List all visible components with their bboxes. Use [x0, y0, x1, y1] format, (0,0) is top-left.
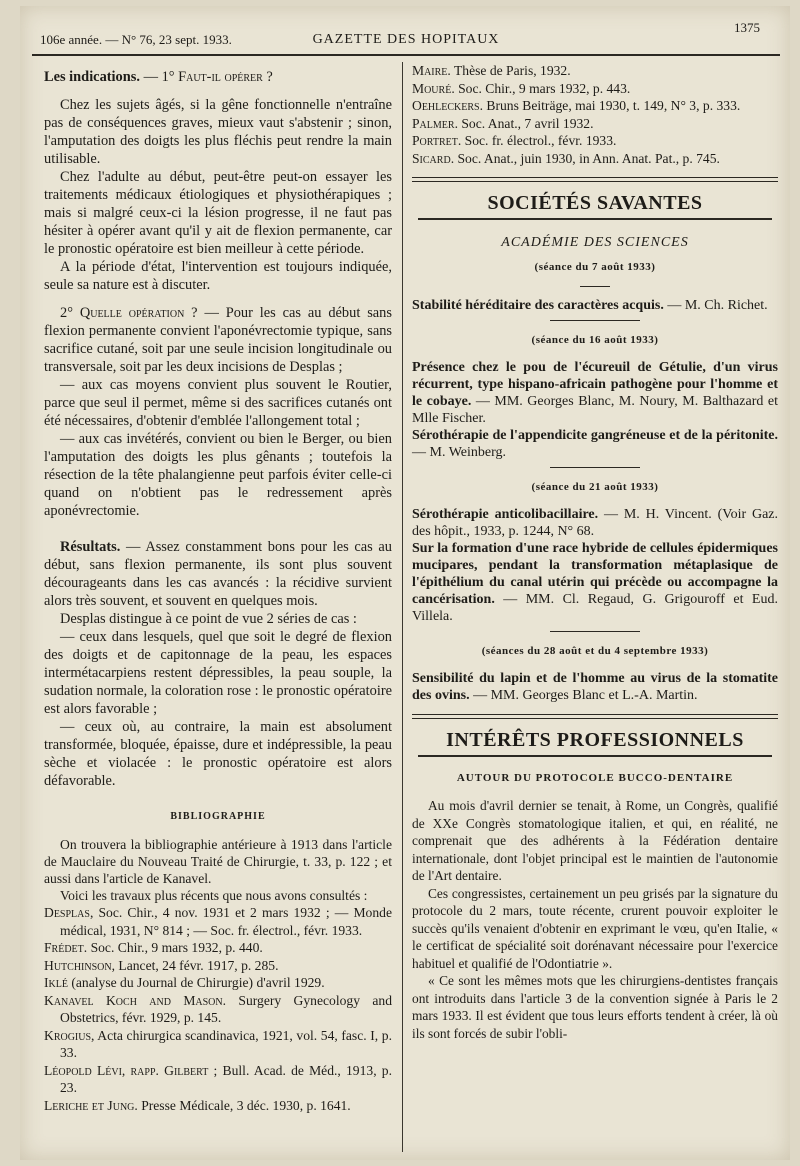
protocole-heading: AUTOUR DU PROTOCOLE BUCCO-DENTAIRE [456, 772, 734, 784]
reference: Desplas, Soc. Chir., 4 nov. 1931 et 2 mars 1932 ; — Monde médical, 1931, N° 814 ; — Soc. fr. électrol., févr. 1933. [44, 905, 392, 938]
paragraph: Desplas distingue à ce point de vue 2 séries de cas : [60, 611, 357, 627]
reference: Léopold Lévi, rapp. Gilbert ; Bull. Acad. de Méd., 1913, p. 23. [44, 1062, 392, 1095]
paragraph: Ces congressistes, certainement un peu grisés par la signature du protocole du 2 mars, toute récente, crurent pouvoir exploiter le succès qu'ils venaient d'obtenir en exprimant le vœu, qu'en Italie, « le certificat de spécialité soit dorénavant nécessaire pour l'exercice habituel et qualifié de l'Odontiatrie ». [412, 885, 778, 971]
paragraph: Au mois d'avril dernier se tenait, à Rome, un Congrès, qualifié de XXe Congrès stomatologique italien, et qui, en réalité, ne comprenait que des adhérents à la Fédération dentaire internationale, dont l'objet principal est le maintien de l'autonomie de l'Art dentaire. [412, 798, 778, 883]
seance-date: (séance du 21 août 1933) [531, 481, 659, 493]
societes-heading: SOCIÉTÉS SAVANTES [487, 192, 703, 214]
seance-date: (séances du 28 août et du 4 septembre 1933) [481, 645, 709, 657]
reference: Sicard. Soc. Anat., juin 1930, in Ann. Anat. Pat., p. 745. [412, 150, 720, 166]
paragraph: — ceux dans lesquels, quel que soit le degré de flexion des doigts et de capitonnage de la peau, les espaces intermétacarpiens restent dépressibles, la peau souple, la sudation normale, la coloration rose : le pronostic opératoire est alors favorable ; [44, 629, 392, 717]
results-paragraph [44, 538, 392, 610]
right-column [412, 62, 778, 1042]
paragraph: A la période d'état, l'intervention est toujours indiquée, seule sa nature est à discuter. [44, 259, 392, 293]
left-column [44, 68, 392, 1114]
page-header [32, 20, 780, 56]
page-number: 1375 [734, 20, 760, 35]
reference: Maire. Thèse de Paris, 1932. [412, 63, 571, 78]
reference: Kanavel Koch and Mason. Surgery Gynecology and Obstetrics, févr. 1929, p. 145. [44, 992, 392, 1025]
reference-list [44, 904, 392, 1114]
results-title: Résultats. [60, 539, 121, 555]
academie-heading: ACADÉMIE DES SCIENCES [501, 235, 689, 250]
reference: Palmer. Soc. Anat., 7 avril 1932. [412, 115, 594, 131]
communication: Stabilité héréditaire des caractères acquis. — M. Ch. Richet. [412, 298, 768, 313]
paragraph: Voici les travaux plus récents que nous avons consultés : [60, 888, 368, 903]
reference: Hutchinson, Lancet, 24 févr. 1917, p. 285. [44, 957, 279, 973]
communication: Sensibilité du lapin et de l'homme au virus de la stomatite des ovins. — MM. Georges Blanc et L.-A. Martin. [412, 671, 778, 703]
bibliography-heading: BIBLIOGRAPHIE [170, 811, 266, 822]
article-body [412, 797, 778, 1042]
issue-info: 106e année. — N° 76, 23 sept. 1933. [40, 32, 232, 47]
section-rule [418, 218, 772, 220]
publication-title: GAZETTE DES HOPITAUX [312, 32, 500, 47]
reference-list-continued [412, 62, 778, 167]
reference: Leriche et Jung. Presse Médicale, 3 déc. 1930, p. 1641. [44, 1097, 351, 1113]
paragraph: Chez les sujets âgés, si la gêne fonctionnelle n'entraîne pas de conséquences graves, mieux vaut s'abstenir ; sinon, l'amputation des doigts les plus fléchis peut rendre la main utilisable. [44, 97, 392, 167]
section-rule [412, 714, 778, 719]
operation-heading: 2° Quelle opération ? [60, 305, 198, 321]
paragraph: « Ce sont les mêmes mots que les chirurgiens-dentistes français ont introduits dans l'article 3 de la convention signée à Paris le 2 mars 1933. Il est évident que tous leurs efforts tendent à créer, là où ils sont forcés de subir l'obli- [412, 973, 778, 1041]
operation-paragraph [44, 304, 392, 376]
communication: Sérothérapie de l'appendicite gangréneuse et de la péritonite. — M. Weinberg. [412, 428, 778, 460]
section-rule [412, 177, 778, 182]
results-text: — Assez constamment bons pour les cas au début, sans flexion permanente, ils sont plus souvent décourageants dans les cas avancés : la récidive survient alors très souvent, et souvent en quelques mois. [44, 539, 392, 609]
reference: Iklé (analyse du Journal de Chirurgie) d'avril 1929. [44, 975, 325, 990]
paragraph: On trouvera la bibliographie antérieure à 1913 dans l'article de Mauclaire du Nouveau Traité de Chirurgie, t. 33, p. 122 ; et aussi dans l'article de Kanavel. [44, 837, 392, 886]
indications-heading [44, 68, 392, 86]
communication: Sur la formation d'une race hybride de cellules épidermiques mucipares, pendant la transformation métaplasique de l'épithélium du canal utérin qui précède ou accompagne la cancérisation. — MM. Cl. Regaud, G. Grigouroff et Eud. Villela. [412, 541, 778, 624]
seance-date: (séance du 16 août 1933) [531, 334, 659, 346]
reference: Krogius, Acta chirurgica scandinavica, 1921, vol. 54, fasc. I, p. 33. [44, 1027, 392, 1060]
newspaper-page [20, 6, 790, 1160]
section-rule [418, 755, 772, 757]
communication: Présence chez le pou de l'écureuil de Gétulie, d'un virus récurrent, type hispano-africain pathogène pour l'homme et le cobaye. — MM. Georges Blanc, M. Noury, M. Balthazard et Mlle Fischer. [412, 360, 778, 426]
paragraph: — aux cas invétérés, convient ou bien le Berger, ou bien l'amputation des doigts les plus gênants ; toutefois la résection de la tête phalangienne peut parfois éviter celle-ci quand on n'obtient pas le redressement après aponévrectomie. [44, 431, 392, 519]
reference: Oehleckers. Bruns Beiträge, mai 1930, t. 149, N° 3, p. 333. [412, 98, 741, 113]
communication: Sérothérapie anticolibacillaire. — M. H. Vincent. (Voir Gaz. des hôpit., 1933, p. 1244, N° 68. [412, 507, 779, 539]
indications-title: Les indications. [44, 69, 140, 85]
column-divider [402, 62, 403, 1152]
reference: Frédet. Soc. Chir., 9 mars 1932, p. 440. [44, 940, 263, 955]
paragraph: Chez l'adulte au début, peut-être peut-on essayer les traitements médicaux étiologiques et physiothérapiques ; mais si malgré ceux-ci la lésion progresse, il ne faut pas hésiter à opérer avant qu'il y ait de flexion permanente, car le pronostic opératoire est bien meilleur à cette période. [44, 169, 392, 257]
reference: Mouré. Soc. Chir., 9 mars 1932, p. 443. [412, 80, 631, 96]
seance-date: (séance du 7 août 1933) [534, 261, 656, 273]
paragraph: — ceux où, au contraire, la main est absolument transformée, bloquée, épaisse, dure et indépressible, la peau sèche et violacée : le pronostic opératoire est alors défavorable. [44, 719, 392, 789]
operation-text: — Pour les cas au début sans flexion permanente convient l'aponévrectomie typique, sans sacrifice cutané, soit par une seule incision longitudinale ou transversale, soit par les deux incisions de Desplas ; [44, 305, 392, 375]
interets-heading: INTÉRÊTS PROFESSIONNELS [446, 729, 744, 751]
indications-subtitle: — 1° Faut-il opérer ? [143, 69, 273, 85]
paragraph: — aux cas moyens convient plus souvent le Routier, parce que seul il permet, même si des sacrifices cutanés ont été nécessaires, d'obtenir d'emblée l'allongement total ; [44, 377, 392, 429]
reference: Portret. Soc. fr. électrol., févr. 1933. [412, 133, 617, 148]
